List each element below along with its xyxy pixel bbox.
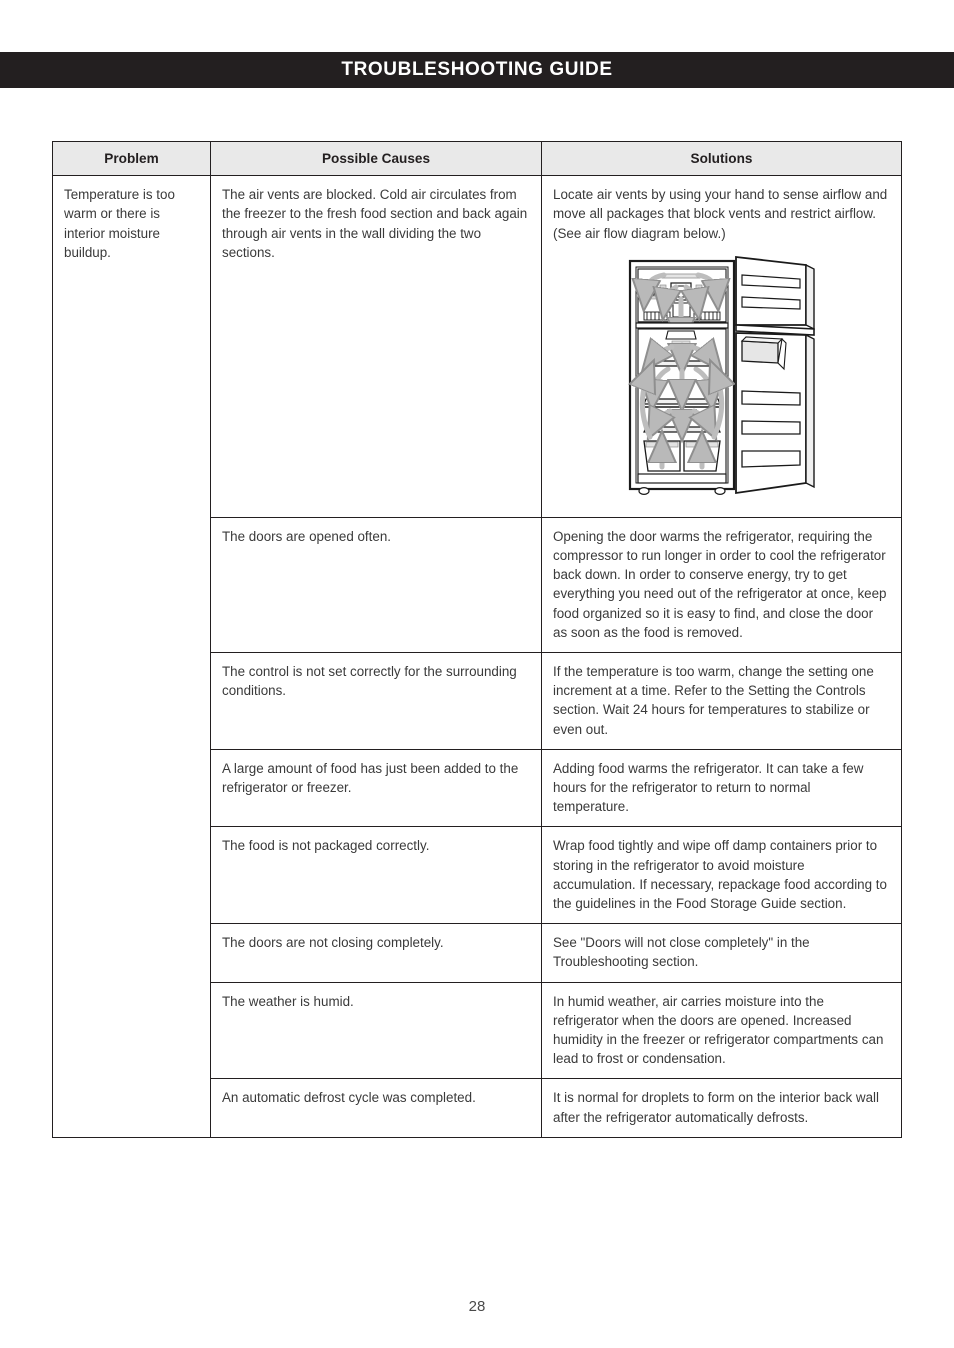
cause-text: The weather is humid. xyxy=(222,993,354,1009)
solution-text: If the temperature is too warm, change the setting one increment at a time. Refer to the Setting the Controls section. Wait 24 hours for temperatures to stabilize or even out. xyxy=(553,664,874,737)
solution-text: Wrap food tightly and wipe off damp containers prior to storing in the refrigerator to avoid moisture accumulation. If necessary, repackage food according to the guidelines in the Food Storage Guide section. xyxy=(553,838,887,912)
column-header-possible-causes: Possible Causes xyxy=(211,142,542,176)
compartment-divider xyxy=(636,323,728,328)
solution-text: Locate air vents by using your hand to sense airflow and move all packages that block vents and restrict airflow. (See air flow diagram below.) xyxy=(553,187,888,241)
page-title: TROUBLESHOOTING GUIDE xyxy=(341,59,613,80)
open-doors xyxy=(736,257,814,493)
solution-cell xyxy=(542,653,902,750)
table-body xyxy=(53,176,902,1138)
refrigerator-diagram-svg xyxy=(624,255,820,507)
cause-cell xyxy=(211,982,542,1079)
cause-text: A large amount of food has just been added to the refrigerator or freezer. xyxy=(222,760,519,796)
table-row xyxy=(53,176,902,518)
solution-text: Opening the door warms the refrigerator, requiring the compressor to run longer in order to cool the refrigerator back down. In order to conserve energy, try to get everything you need out of the refrigerator at once, keep food organized so it is easy to find, and close the door as soon as the food is removed. xyxy=(553,528,887,640)
cause-text: The doors are not closing completely. xyxy=(222,935,444,951)
cause-cell xyxy=(211,749,542,827)
solution-cell xyxy=(542,1079,902,1137)
cause-text: The control is not set correctly for the surrounding conditions. xyxy=(222,664,517,699)
page-number: 28 xyxy=(468,1298,486,1315)
solution-cell xyxy=(542,924,902,982)
solution-cell xyxy=(542,827,902,924)
solution-cell xyxy=(542,517,902,652)
cause-cell xyxy=(211,517,542,652)
solution-text: In humid weather, air carries moisture into the refrigerator when the doors are opened. Increased humidity in the freezer or refrigerator compartments can lead to frost or condensation. xyxy=(553,993,884,1067)
solution-cell xyxy=(542,982,902,1079)
troubleshooting-table xyxy=(52,141,902,1138)
solution-text: See "Doors will not close completely" in the Troubleshooting section. xyxy=(553,935,810,970)
cause-text: The doors are opened often. xyxy=(222,528,391,544)
cause-cell xyxy=(211,827,542,924)
solution-text: Adding food warms the refrigerator. It can take a few hours for the refrigerator to return to normal temperature. xyxy=(553,760,864,815)
solution-text: It is normal for droplets to form on the interior back wall after the refrigerator automatically defrosts. xyxy=(553,1090,879,1125)
column-header-solutions: Solutions xyxy=(542,142,902,176)
cause-text: The food is not packaged correctly. xyxy=(222,838,430,854)
table-header xyxy=(53,142,902,176)
column-header-problem: Problem xyxy=(53,142,211,176)
refrigerator-airflow-diagram xyxy=(553,255,890,507)
solution-cell xyxy=(542,176,902,518)
cause-cell xyxy=(211,176,542,518)
table-header-row xyxy=(53,142,902,176)
cause-cell xyxy=(211,1079,542,1137)
problem-label-cell: Temperature is too warm or there is interior moisture buildup. xyxy=(53,176,211,1138)
cause-cell xyxy=(211,653,542,750)
solution-cell xyxy=(542,749,902,827)
cause-cell xyxy=(211,924,542,982)
page-header-bar xyxy=(0,52,954,88)
cause-text: The air vents are blocked. Cold air circulates from the freezer to the fresh food section and back again through air vents in the wall dividing the two sections. xyxy=(222,187,528,260)
cause-text: An automatic defrost cycle was completed. xyxy=(222,1090,476,1106)
